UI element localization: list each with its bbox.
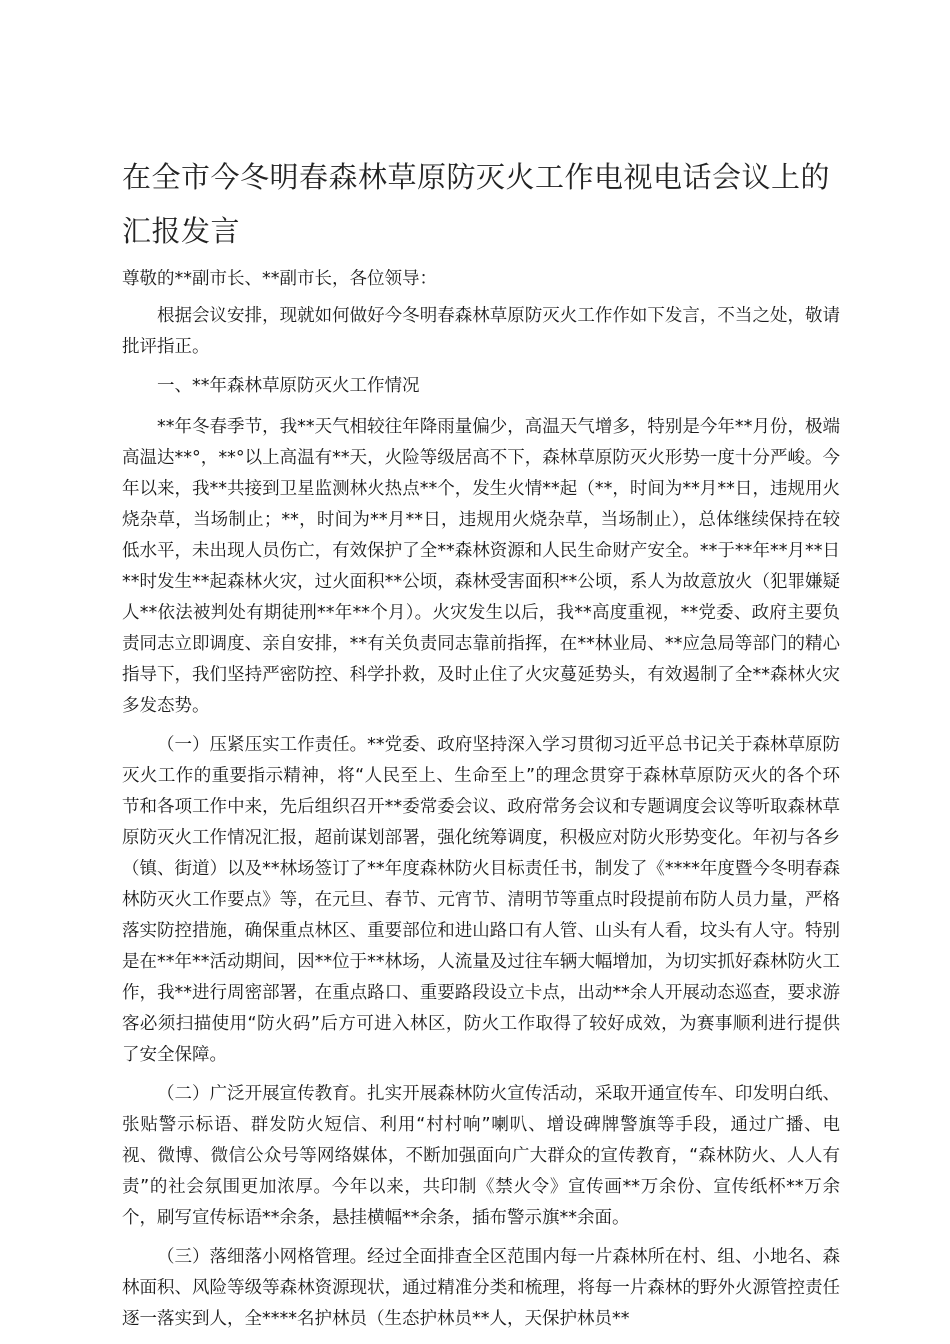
paragraph-grid-management: （三）落细落小网格管理。经过全面排查全区范围内每一片森林所在村、组、小地名、森林面积、风险等级等森林资源现状，通过精准分类和梳理，将每一片森林的野外火源管控责任逐一落实到人，全****名护林员（生态护林员**人，天保护林员** — [122, 1247, 840, 1329]
paragraph-publicity: （二）广泛开展宣传教育。扎实开展森林防火宣传活动，采取开通宣传车、印发明白纸、张贴警示标语、群发防火短信、利用“村村响”喇叭、增设碑牌警旗等手段，通过广播、电视、微博、微信公众号等网络媒体，不断加强面向广大群众的宣传教育，“森林防火、人人有责”的社会氛围更加浓厚。今年以来，共印制《禁火令》宣传画**万余份、宣传纸杯**万余个，刷写宣传标语**余条，悬挂横幅**余条，插布警示旗**余面。 — [122, 1084, 840, 1228]
situation-paragraph: **年冬春季节，我**天气相较往年降雨量偏少，高温天气增多，特别是今年**月份，极端高温达**°，**°以上高温有**天，火险等级居高不下，森林草原防灭火形势一度十分严峻。今年以来，我**共接到卫星监测林火热点**个，发生火情**起（**，时间为**月**日，违规用火烧杂草，当场制止；**，时间为**月**日，违规用火烧杂草，当场制止），总体继续保持在较低水平，未出现人员伤亡，有效保护了全**森林资源和人民生命财产安全。**于**年**月**日**时发生**起森林火灾，过火面积**公顷，森林受害面积**公顷，系人为故意放火（犯罪嫌疑人**依法被判处有期徒刑**年**个月）。火灾发生以后，我**高度重视，**党委、政府主要负责同志立即调度、亲自安排，**有关负责同志靠前指挥，在**林业局、**应急局等部门的精心指导下，我们坚持严密防控、科学扑救，及时止住了火灾蔓延势头，有效遏制了全**森林火灾多发态势。 — [122, 417, 840, 716]
section-heading-1: 一、**年森林草原防灭火工作情况 — [157, 376, 420, 396]
paragraph-responsibility: （一）压紧压实工作责任。**党委、政府坚持深入学习贯彻习近平总书记关于森林草原防灭火工作的重要指示精神，将“人民至上、生命至上”的理念贯穿于森林草原防灭火的各个环节和各项工作中来，先后组织召开**委常委会议、政府常务会议和专题调度会议等听取森林草原防灭火工作情况汇报，超前谋划部署，强化统筹调度，积极应对防火形势变化。年初与各乡（镇、街道）以及**林场签订了**年度森林防火目标责任书，制发了《****年度暨今冬明春森林防灭火工作要点》等，在元旦、春节、元宵节、清明节等重点时段提前布防人员力量，严格落实防控措施，确保重点林区、重要部位和进山路口有人管、山头有人看，坟头有人守。特别是在**年**活动期间，因**位于**林场，人流量及过往车辆大幅增加，为切实抓好森林防火工作，我**进行周密部署，在重点路口、重要路段设立卡点，出动**余人开展动态巡查，要求游客必须扫描使用“防火码”后方可进入林区，防火工作取得了较好成效，为赛事顺利进行提供了安全保障。 — [122, 735, 840, 1065]
salutation: 尊敬的**副市长、**副市长，各位领导： — [122, 269, 437, 289]
intro-paragraph: 根据会议安排，现就如何做好今冬明春森林草原防灭火工作作如下发言，不当之处，敬请批评指正。 — [122, 306, 840, 357]
document-title: 在全市今冬明春森林草原防灭火工作电视电话会议上的汇报发言 — [122, 160, 831, 248]
